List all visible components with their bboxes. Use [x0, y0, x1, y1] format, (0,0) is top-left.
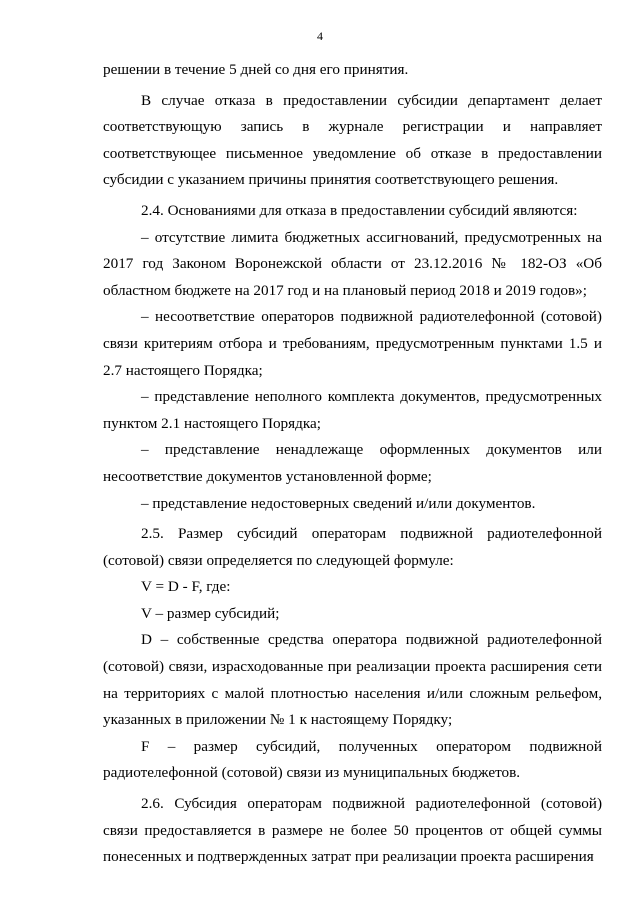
formula-term-d: D – собственные средства оператора подвижной радиотелефонной (сотовой) связи, израсходованные при реализации проекта расширения сети на территориях с малой плотностью населения и/или сложным рельефом, указанных в приложении № 1 к настоящему Порядку; — [103, 631, 602, 729]
list-item-incomplete-docs: – представление неполного комплекта документов, предусмотренных пунктом 2.1 настоящего Порядка; — [103, 388, 602, 432]
list-item-criteria-mismatch: – несоответствие операторов подвижной радиотелефонной (сотовой) связи критериям отбора и требованиям, предусмотренным пунктами 1.5 и 2.7 настоящего Порядка; — [103, 308, 602, 379]
formula-term-f: F – размер субсидий, полученных оператором подвижной радиотелефонной (сотовой) связи из муниципальных бюджетов. — [103, 737, 602, 782]
list-item-budget-limit: – отсутствие лимита бюджетных ассигнований, предусмотренных на 2017 год Законом Воронежской области от 23.12.2016 № 182-ОЗ «Об областном бюджете на 2017 год и на плановый период 2018 и 2019 годов»; — [103, 228, 602, 299]
paragraph-subsidy-size: 2.5. Размер субсидий операторам подвижной радиотелефонной (сотовой) связи определяется по следующей формуле: — [103, 525, 602, 569]
paragraph-subsidy-percent: 2.6. Субсидия операторам подвижной радиотелефонной (сотовой) связи предоставляется в размере не более 50 процентов от общей суммы понесенных и подтвержденных затрат при реализации проекта расширения — [103, 795, 602, 866]
page-number: 4 — [317, 29, 323, 43]
formula: V = D - F, где: — [141, 578, 231, 596]
paragraph-refusal-notice: В случае отказа в предоставлении субсидии департамент делает соответствующую запись в журнале регистрации и направляет соответствующее письменное уведомление об отказе в предоставлении субсидии с указанием причины принятия соответствующего решения. — [103, 91, 602, 189]
paragraph-refusal-grounds-heading: 2.4. Основаниями для отказа в предоставлении субсидий являются: — [141, 201, 578, 219]
document-body — [103, 57, 602, 871]
formula-term-v: V – размер субсидий; — [141, 604, 280, 622]
paragraph-decision-term: решении в течение 5 дней со дня его принятия. — [103, 61, 409, 78]
list-item-false-info: – представление недостоверных сведений и/или документов. — [141, 494, 536, 512]
list-item-improper-docs: – представление ненадлежаще оформленных документов или несоответствие документов установленной форме; — [103, 441, 602, 485]
